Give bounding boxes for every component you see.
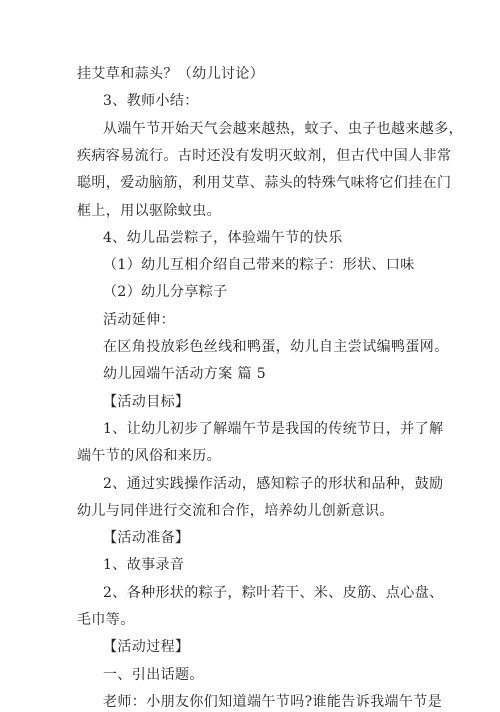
text-line: 1、让幼儿初步了解端午节是我国的传统节日，并了解	[103, 420, 444, 437]
text-line: （1）幼儿互相介绍自己带来的粽子：形状、口味	[103, 257, 415, 274]
text-line: 1、故事录音	[103, 557, 185, 574]
text-line: 活动延伸：	[103, 311, 175, 328]
text-line: 4、幼儿品尝粽子，体验端午节的快乐	[103, 229, 343, 246]
text-line: 框上，用以驱除蚊虫。	[77, 202, 221, 219]
section-heading: 【活动目标】	[103, 393, 190, 410]
text-line: 疾病容易流行。古时还没有发明灭蚊剂，但古代中国人非常	[77, 147, 452, 164]
text-line: 聪明，爱动脑筋，利用艾草、蒜头的特殊气味将它们挂在门	[77, 175, 452, 192]
text-line: 挂艾草和蒜头？（幼儿讨论）	[77, 66, 265, 82]
text-line: 2、通过实践操作活动，感知粽子的形状和品种，鼓励	[103, 475, 444, 492]
section-heading: 幼儿园端午活动方案 篇 5	[103, 366, 267, 383]
text-line: 2、各种形状的粽子，粽叶若干、米、皮筋、点心盘、	[103, 584, 444, 601]
text-line: （2）幼儿分享粽子	[103, 284, 228, 301]
text-line: 端午节的风俗和来历。	[77, 448, 221, 465]
text-line: 从端午节开始天气会越来越热，蚊子、虫子也越来越多，	[103, 120, 463, 137]
text-line: 【活动过程】	[103, 639, 190, 656]
text-line: 在区角投放彩色丝线和鸭蛋，幼儿自主尝试编鸭蛋网。	[103, 339, 449, 355]
text-line: 毛巾等。	[77, 612, 135, 628]
text-line: 老师：小朋友你们知道端午节吗?谁能告诉我端午节是	[103, 693, 443, 710]
section-heading: 【活动准备】	[103, 530, 190, 547]
text-line: 3、教师小结：	[103, 93, 199, 110]
text-line: 幼儿与同伴进行交流和合作，培养幼儿创新意识。	[77, 502, 394, 519]
text-line: 一、引出话题。	[103, 666, 204, 683]
